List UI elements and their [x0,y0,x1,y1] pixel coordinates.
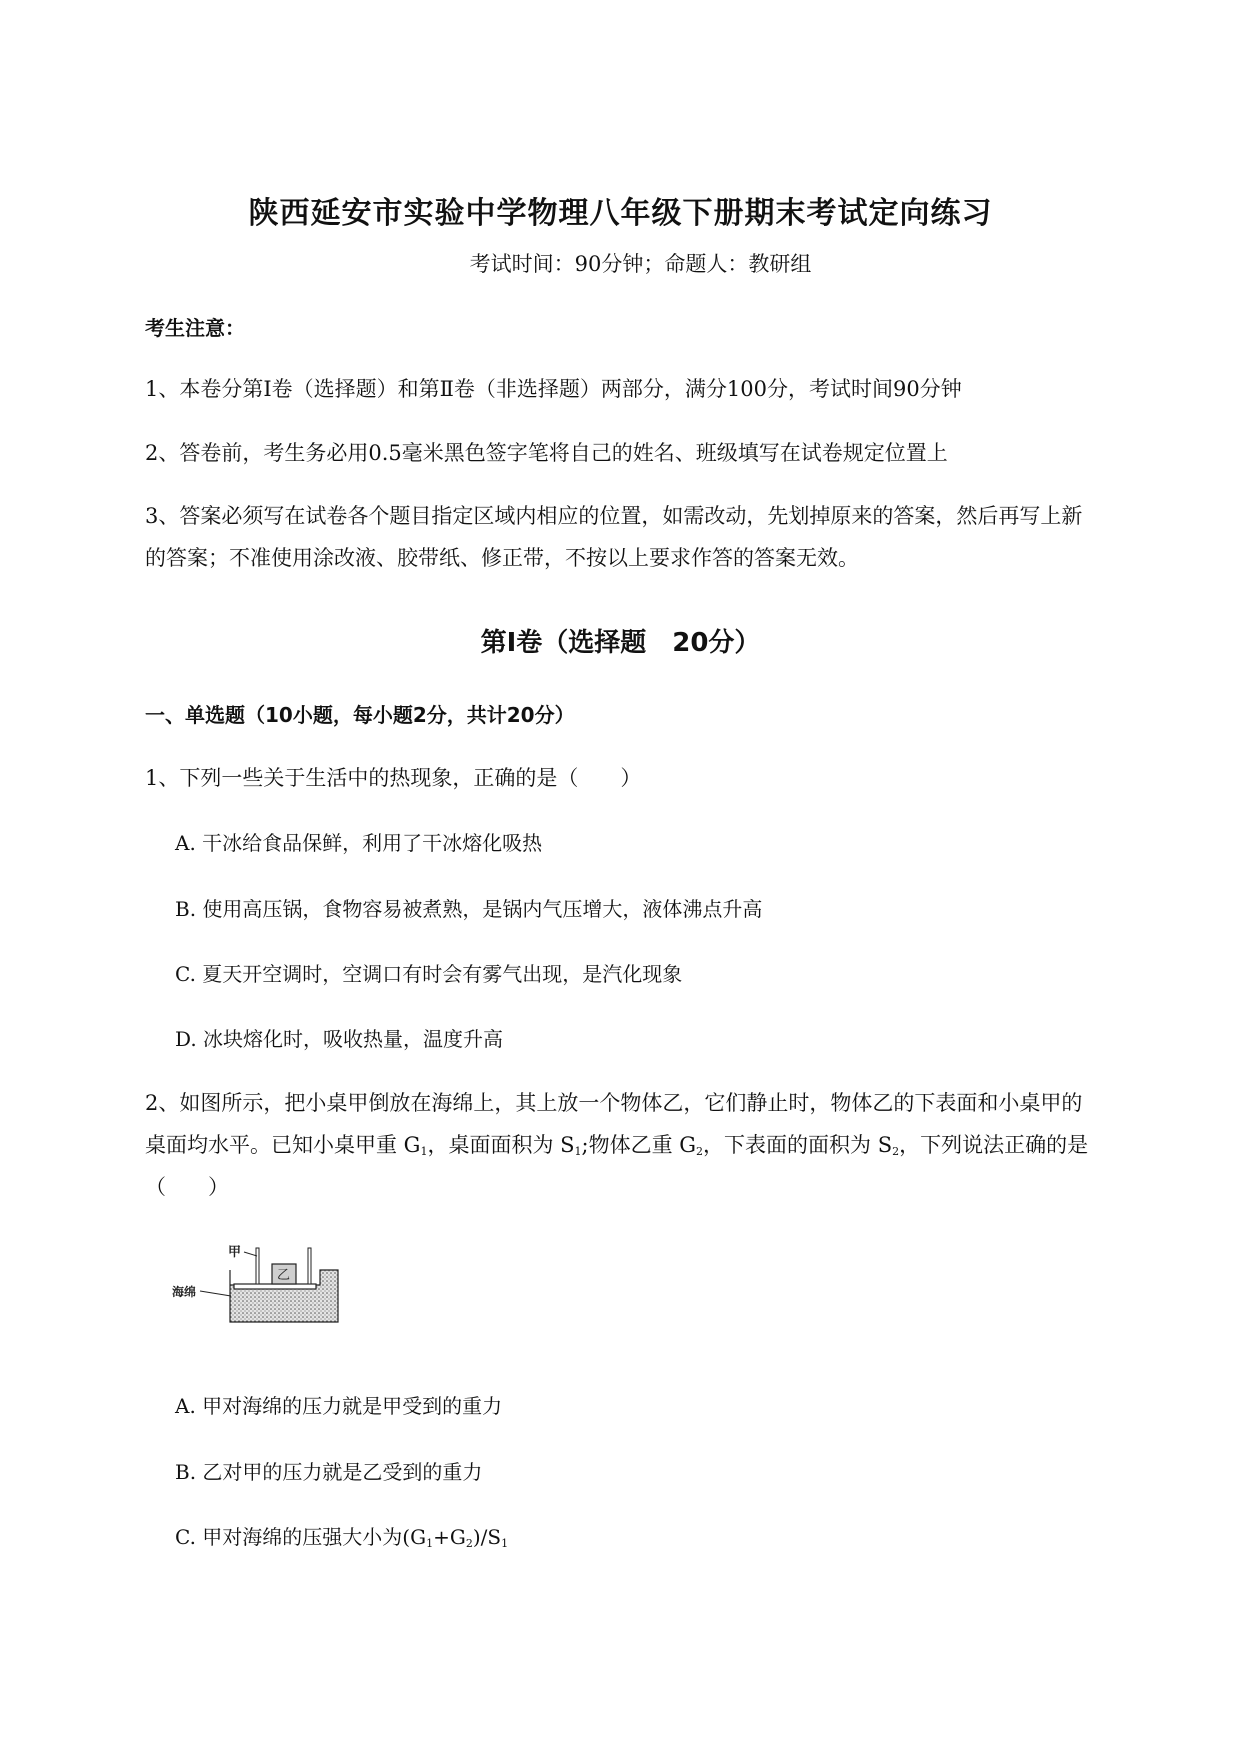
table-top [234,1284,316,1289]
question-2-stem-line1: 2、如图所示，把小桌甲倒放在海绵上，其上放一个物体乙，它们静止时，物体乙的下表面和小桌甲的 [145,1091,1083,1115]
question-1-option-c: C. 夏天开空调时，空调口有时会有雾气出现，是汽化现象 [175,962,683,986]
stem-text: ，下列说法正确的是 [899,1133,1089,1157]
subscript: 2 [696,1145,704,1158]
subscript: 1 [426,1537,434,1550]
stem-text: ，桌面面积为 S [427,1133,575,1157]
option-text: +G [433,1525,466,1549]
table-leg-left [256,1248,259,1284]
notice-item: 3、答案必须写在试卷各个题目指定区域内相应的位置，如需改动，先划掉原来的答案，然后再写上新 [145,504,1083,528]
stem-text: ;物体乙重 G [581,1133,697,1157]
question-1-option-b: B. 使用高压锅，食物容易被煮熟，是锅内气压增大，液体沸点升高 [175,897,763,921]
subscript: 1 [574,1145,582,1158]
notice-heading: 考生注意： [145,316,245,340]
section-title: 第Ⅰ卷（选择题 20分） [480,628,761,658]
notice-item: 的答案；不准使用涂改液、胶带纸、修正带，不按以上要求作答的答案无效。 [145,546,859,570]
sponge-table-figure [170,1240,350,1330]
question-1-option-d: D. 冰块熔化时，吸收热量，温度升高 [175,1027,504,1051]
question-2-stem-line2 [145,1129,1088,1163]
subscript: 1 [501,1537,509,1550]
subscript: 2 [465,1537,473,1550]
subscript: 2 [892,1145,900,1158]
stem-text: ，下表面的面积为 S [703,1133,893,1157]
label-jia: 甲 [228,1245,242,1260]
question-1-option-a: A. 干冰给食品保鲜，利用了干冰熔化吸热 [175,831,543,855]
question-2-option-c [175,1521,508,1553]
table-leg-right [308,1248,311,1284]
subscript: 1 [420,1145,428,1158]
label-yi: 乙 [277,1268,291,1283]
question-2-option-a: A. 甲对海绵的压力就是甲受到的重力 [175,1394,503,1418]
notice-item: 2、答卷前，考生务必用0.5毫米黑色签字笔将自己的姓名、班级填写在试卷规定位置上 [145,441,948,465]
exam-subtitle: 考试时间：90分钟；命题人：教研组 [469,252,812,276]
leader-jia [244,1252,257,1256]
question-1-stem: 1、下列一些关于生活中的热现象，正确的是（ ） [145,766,642,790]
option-text: )/S [472,1525,502,1549]
leader-sponge [200,1291,231,1296]
notice-item: 1、本卷分第Ⅰ卷（选择题）和第Ⅱ卷（非选择题）两部分，满分100分，考试时间90分钟 [145,377,962,401]
exam-title: 陕西延安市实验中学物理八年级下册期末考试定向练习 [248,196,993,231]
question-2-stem-line3: （ ） [145,1175,229,1199]
figure-svg [170,1240,350,1330]
question-2-option-b: B. 乙对甲的压力就是乙受到的重力 [175,1460,483,1484]
stem-text: 桌面均水平。已知小桌甲重 G [145,1133,421,1157]
part-heading: 一、单选题（10小题，每小题2分，共计20分） [145,703,575,727]
option-text: C. 甲对海绵的压强大小为(G [175,1525,427,1549]
label-sponge: 海绵 [172,1285,197,1299]
